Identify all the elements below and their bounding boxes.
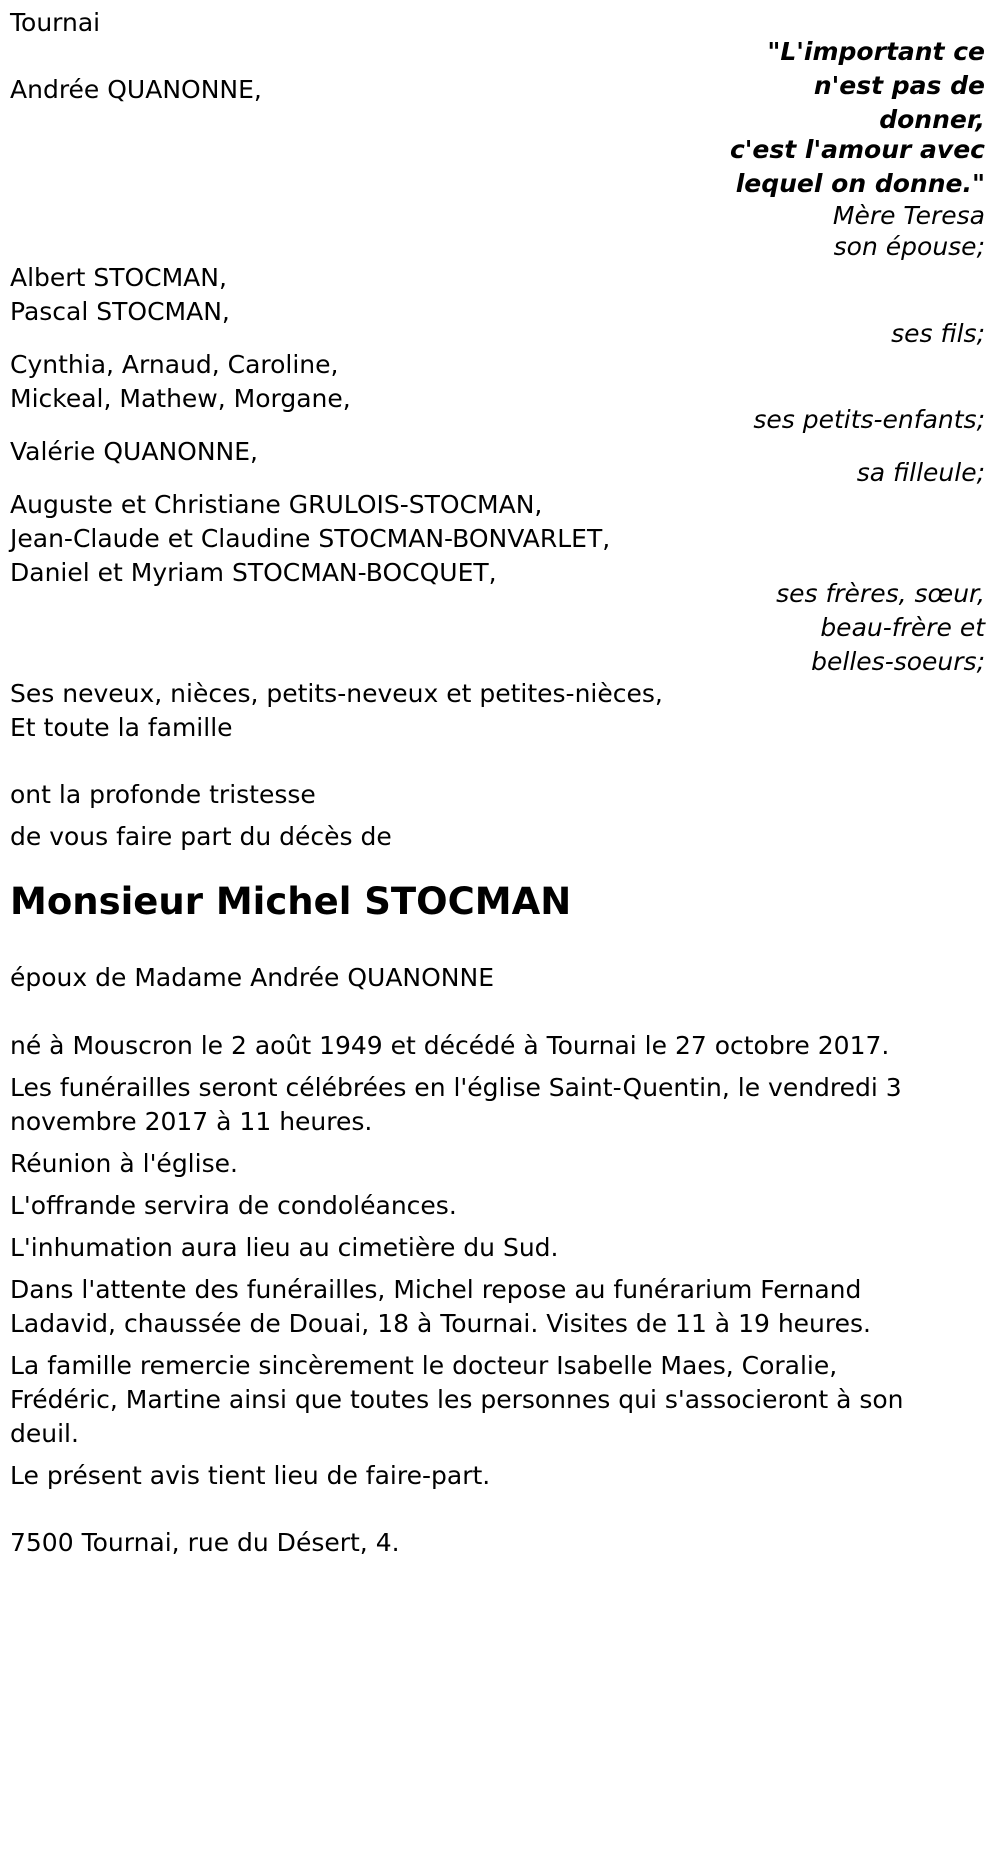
grandchildren-line-1: Cynthia, Arnaud, Caroline, — [10, 350, 339, 379]
detail-visit-line-2: Ladavid, chaussée de Douai, 18 à Tournai. Visites de 11 à 19 heures. — [10, 1309, 871, 1338]
detail-thanks-line-1: La famille remercie sincèrement le docteur Isabelle Maes, Coralie, — [10, 1351, 838, 1380]
detail-birth-death: né à Mouscron le 2 août 1949 et décédé à Tournai le 27 octobre 2017. — [10, 1031, 890, 1060]
announcement-line-1: ont la profonde tristesse — [10, 780, 316, 809]
detail-notice: Le présent avis tient lieu de faire-part. — [10, 1461, 491, 1490]
quote-line-3: donner, — [879, 105, 985, 134]
address: 7500 Tournai, rue du Désert, 4. — [10, 1528, 400, 1557]
spouse-role: son épouse; — [833, 232, 985, 261]
siblings-line-2: Jean-Claude et Claudine STOCMAN-BONVARLET, — [10, 524, 611, 553]
son-1: Albert STOCMAN, — [10, 263, 227, 292]
deceased-spouse: époux de Madame Andrée QUANONNE — [10, 963, 494, 992]
siblings-role-line-1: ses frères, sœur, — [776, 579, 985, 608]
deceased-name: Monsieur Michel STOCMAN — [10, 880, 572, 923]
detail-funeral-line-1: Les funérailles seront célébrées en l'église Saint-Quentin, le vendredi 3 — [10, 1073, 902, 1102]
siblings-line-3: Daniel et Myriam STOCMAN-BOCQUET, — [10, 558, 497, 587]
quote-author: Mère Teresa — [832, 201, 985, 230]
grandchildren-role: ses petits-enfants; — [753, 405, 985, 434]
siblings-role-line-2: beau-frère et — [820, 613, 985, 642]
announcement-line-2: de vous faire part du décès de — [10, 822, 392, 851]
quote-line-2: n'est pas de — [813, 71, 985, 100]
goddaughter-role: sa filleule; — [856, 458, 985, 487]
quote-line-4: c'est l'amour avec — [729, 135, 985, 164]
goddaughter: Valérie QUANONNE, — [10, 437, 258, 466]
city: Tournai — [10, 8, 101, 37]
quote-line-5: lequel on donne." — [735, 169, 985, 198]
detail-burial: L'inhumation aura lieu au cimetière du Sud. — [10, 1233, 559, 1262]
siblings-line-1: Auguste et Christiane GRULOIS-STOCMAN, — [10, 490, 543, 519]
son-2: Pascal STOCMAN, — [10, 297, 230, 326]
detail-funeral-line-2: novembre 2017 à 11 heures. — [10, 1107, 373, 1136]
detail-meeting: Réunion à l'église. — [10, 1149, 238, 1178]
sons-role: ses fils; — [891, 319, 985, 348]
detail-offering: L'offrande servira de condoléances. — [10, 1191, 457, 1220]
siblings-role-line-3: belles-soeurs; — [811, 647, 985, 676]
detail-thanks-line-2: Frédéric, Martine ainsi que toutes les personnes qui s'associeront à son — [10, 1385, 904, 1414]
grandchildren-line-2: Mickeal, Mathew, Morgane, — [10, 384, 351, 413]
quote-line-1: "L'important ce — [767, 37, 985, 66]
others-line-2: Et toute la famille — [10, 713, 233, 742]
detail-visit-line-1: Dans l'attente des funérailles, Michel repose au funérarium Fernand — [10, 1275, 862, 1304]
others-line-1: Ses neveux, nièces, petits-neveux et petites-nièces, — [10, 679, 663, 708]
detail-thanks-line-3: deuil. — [10, 1419, 79, 1448]
spouse-name: Andrée QUANONNE, — [10, 75, 262, 104]
